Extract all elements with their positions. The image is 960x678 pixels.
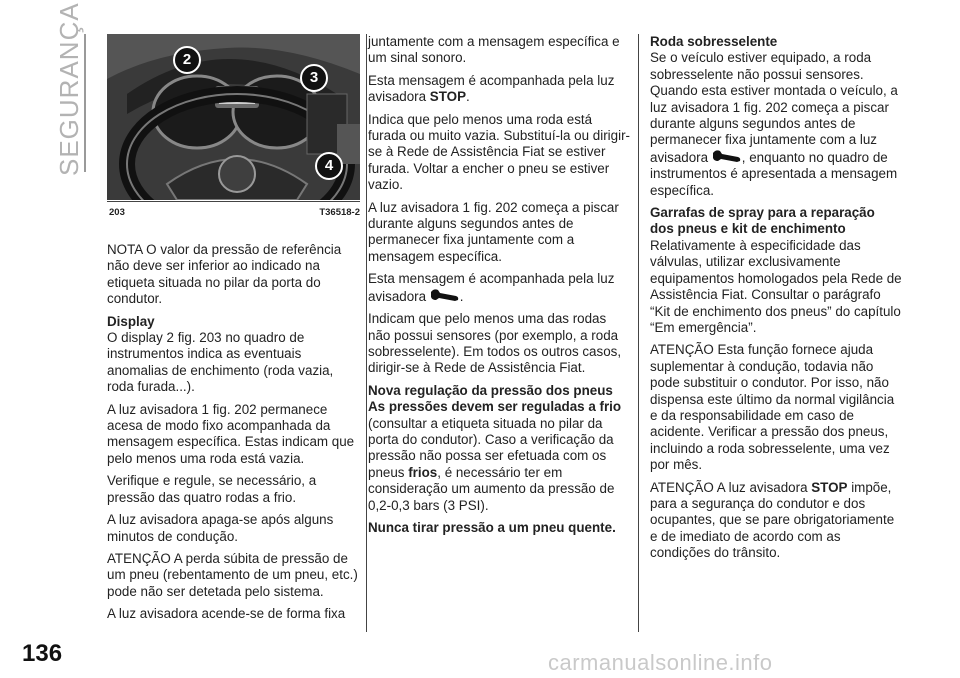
- note-paragraph: NOTA O valor da pressão de referência não deve ser inferior ao indicado na etiqueta situada no pilar da porta do condutor.: [107, 242, 342, 307]
- attention-paragraph: ATENÇÃO A perda súbita de pressão de um pneu (rebentamento de um pneu, etc.) pode não ser detetada pelo sistema.: [107, 550, 358, 599]
- puncture-paragraph: Indica que pelo menos uma roda está furada ou muito vazia. Substituí-la ou dirigir-se à Rede de Assistência Fiat se estiver furada. Voltar a encher o pneu se estiver vazio.: [368, 111, 630, 193]
- callout-2: 2: [173, 46, 201, 74]
- heading-new-pressure: Nova regulação da pressão dos pneus: [368, 382, 613, 398]
- verify-paragraph: Verifique e regule, se necessário, a pressão das quatro rodas a frio.: [107, 473, 317, 505]
- callout-3: 3: [300, 64, 328, 92]
- wrench-icon: [430, 288, 460, 302]
- stop-label: STOP: [811, 479, 848, 495]
- light-off-paragraph: A luz avisadora apaga-se após alguns minutos de condução.: [107, 512, 334, 544]
- section-title: SEGURANÇA: [54, 2, 84, 176]
- column-divider-2: [638, 34, 639, 632]
- warning-light-paragraph: A luz avisadora 1 fig. 202 permanece acesa de modo fixo acompanhada da mensagem específica. Estas indicam que pelo menos uma roda está vazia.: [107, 401, 355, 466]
- no-sensors-paragraph: Indicam que pelo menos uma das rodas não possui sensores (por exemplo, a roda sobresselente). Em todos os outros casos, dirigir-se à Rede de Assistência Fiat.: [368, 311, 622, 376]
- light-fixed-paragraph: A luz avisadora acende-se de forma fixa: [107, 606, 346, 622]
- display-paragraph: O display 2 fig. 203 no quadro de instrumentos indica as eventuais anomalias de enchimento (roda vazia, roda furada...).: [107, 330, 334, 395]
- valves-paragraph: Relativamente à especificidade das válvulas, utilizar exclusivamente equipamentos homologados pela Rede de Assistência Fiat. Consultar o parágrafo “Kit de enchimento dos pneus” do capítulo “Em emergência”.: [650, 237, 902, 335]
- heading-never-deflate: Nunca tirar pressão a um pneu quente.: [368, 519, 616, 535]
- spare-wheel-paragraph: Se o veículo estiver equipado, a roda sobresselente não possui sensores. Quando esta estiver montada o veículo, a luz avisadora 1 fig. 202 começa a piscar durante alguns segundos antes de permanecer fixa juntamente com a luz avisadora , enquanto no quadro de instrumentos é apresentada a mensagem específica.: [650, 50, 898, 198]
- figure-number: 203: [109, 207, 125, 218]
- wrench-icon: [712, 149, 742, 163]
- figure-caption-rule: [107, 201, 360, 202]
- stop-light-paragraph: Esta mensagem é acompanhada pela luz avisadora STOP.: [368, 72, 615, 105]
- attention-assist-paragraph: ATENÇÃO Esta função fornece ajuda suplementar à condução, todavia não pode substituir o condutor. Por isso, não dispensa este último da normal vigilância e da responsabilidade em caso de acidente. Verificar a pressão dos pneus, incluindo a roda sobresselente, uma vez por mês.: [650, 342, 895, 473]
- continuation-paragraph: juntamente com a mensagem específica e um sinal sonoro.: [368, 34, 620, 66]
- watermark: carmanualsonline.info: [548, 650, 773, 675]
- column-2: [368, 34, 632, 536]
- attention-stop-paragraph: ATENÇÃO A luz avisadora STOP impõe, para a segurança do condutor e dos ocupantes, que se pare obrigatoriamente e de imediato de acordo com as condições do trânsito.: [650, 479, 895, 561]
- blinking-paragraph: A luz avisadora 1 fig. 202 começa a piscar durante alguns segundos antes de permanecer fixa juntamente com a mensagem específica.: [368, 199, 619, 264]
- heading-spray-kit: Garrafas de spray para a reparação dos pneus e kit de enchimento: [650, 205, 875, 237]
- column-1: [107, 242, 362, 623]
- stop-label: STOP: [429, 89, 467, 105]
- wrench-light-paragraph: Esta mensagem é acompanhada pela luz avisadora .: [368, 271, 615, 304]
- figure-dashboard-image: [107, 34, 360, 200]
- callout-4: 4: [315, 152, 343, 180]
- column-3: [650, 34, 902, 568]
- pressure-cold-paragraph: As pressões devem ser reguladas a frio (consultar a etiqueta situada no pilar da porta do condutor). Caso a verificação da pressão não possa ser efetuada com os pneus frios, é necessário ter em consideração um aumento da pressão de 0,2-0,3 bars (3 PSI).: [368, 399, 622, 513]
- page-number: 136: [22, 640, 63, 667]
- column-divider-1: [366, 34, 367, 632]
- heading-display: Display: [107, 313, 155, 329]
- heading-spare-wheel: Roda sobresselente: [650, 34, 778, 49]
- figure-code: T36518-2: [319, 207, 360, 218]
